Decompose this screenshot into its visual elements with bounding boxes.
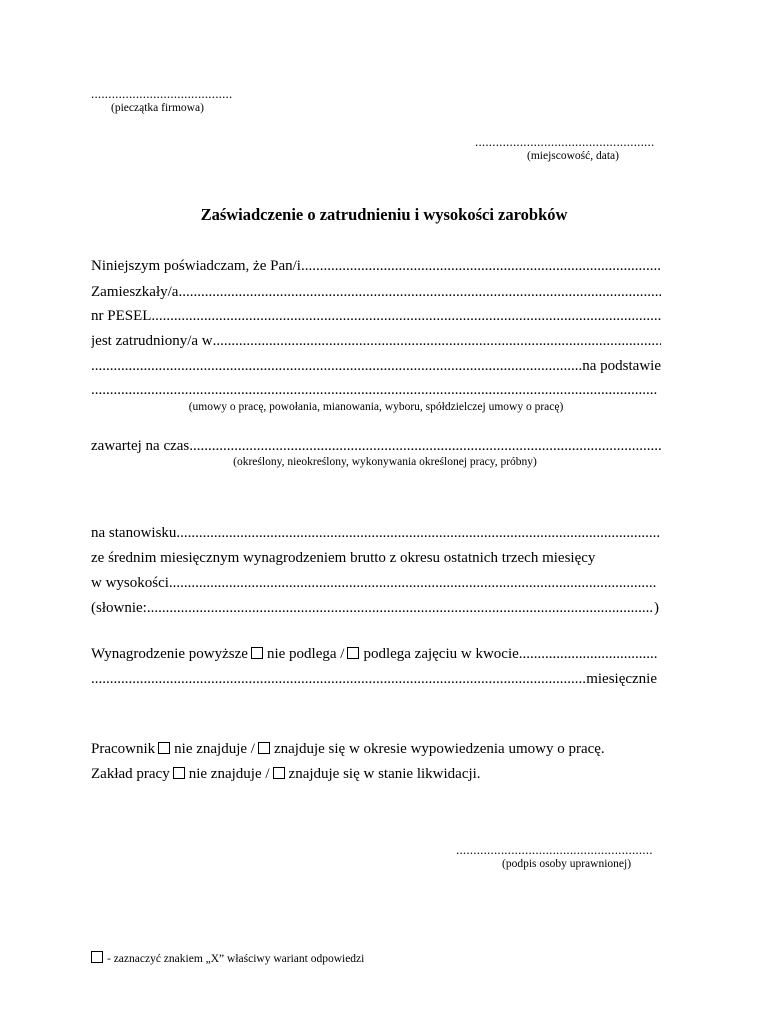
field-certify-label: Niniejszym poświadczam, że Pan/i <box>91 258 301 274</box>
dotted-line <box>519 645 657 663</box>
field-amount <box>91 574 657 592</box>
salary-intro: ze średnim miesięcznym wynagrodzeniem brutto z okresu ostatnich trzech miesięcy <box>91 550 596 566</box>
checkbox-company-liquidation[interactable] <box>273 767 285 779</box>
basis-caption: (umowy o pracę, powołania, mianowania, wyboru, spółdzielczej umowy o pracę) <box>188 401 564 413</box>
company-option-liquidation: znajduje się w stanie likwidacji. <box>288 766 481 782</box>
field-position <box>91 524 661 542</box>
in-words-close: ) <box>654 600 659 616</box>
field-basis-label: na podstawie <box>582 358 661 374</box>
employee-option-not: nie znajduje / <box>174 741 255 757</box>
place-date-label: (miejscowość, data) <box>527 150 619 162</box>
garnishment-option-subject: podlega zajęciu w kwocie <box>363 646 519 662</box>
employee-status-label: Pracownik <box>91 741 156 757</box>
field-basis <box>91 357 661 375</box>
company-status-row <box>91 765 691 783</box>
garnishment-option-not-subject: nie podlega / <box>266 646 345 662</box>
garnishment-row <box>91 645 657 663</box>
field-amount-label: w wysokości <box>91 575 169 591</box>
checkbox-company-not[interactable] <box>173 767 185 779</box>
field-period <box>91 437 661 455</box>
signature-line: ......................................................... <box>456 842 653 857</box>
field-period-label: zawartej na czas <box>91 438 190 454</box>
field-resident <box>91 283 661 301</box>
dotted-line <box>213 332 661 350</box>
dotted-line <box>91 357 582 375</box>
dotted-line <box>91 670 586 688</box>
footnote-text: - zaznaczyć znakiem „X” właściwy wariant odpowiedzi <box>107 953 365 965</box>
garnishment-label: Wynagrodzenie powyższe <box>91 646 248 662</box>
employee-status-row <box>91 740 691 758</box>
company-option-not: nie znajduje / <box>188 766 270 782</box>
field-position-label: na stanowisku <box>91 525 177 541</box>
checkbox-subject[interactable] <box>347 647 359 659</box>
field-basis-value <box>91 381 657 399</box>
field-in-words-label: (słownie: <box>91 600 147 616</box>
checkbox-legend-icon <box>91 951 103 963</box>
field-pesel <box>91 307 661 325</box>
dotted-line <box>178 283 661 301</box>
period-caption: (określony, nieokreślony, wykonywania określonej pracy, próbny) <box>233 456 537 468</box>
company-stamp-line: ......................................... <box>91 86 233 101</box>
garnishment-monthly-row <box>91 670 657 688</box>
dotted-line <box>91 381 657 399</box>
dotted-line <box>189 437 661 455</box>
field-employed-label: jest zatrudniony/a w <box>91 333 213 349</box>
checkbox-employee-not[interactable] <box>158 742 170 754</box>
company-stamp-label: (pieczątka firmowa) <box>111 102 204 114</box>
signature-label: (podpis osoby uprawnionej) <box>502 858 632 870</box>
field-certify <box>91 257 661 275</box>
field-employed <box>91 332 661 350</box>
field-pesel-label: nr PESEL <box>91 308 152 324</box>
employee-option-notice: znajduje się w okresie wypowiedzenia umowy o pracę. <box>273 741 605 757</box>
company-status-label: Zakład pracy <box>91 766 170 782</box>
garnishment-monthly-label: miesięcznie <box>586 671 657 687</box>
place-date-line: .................................................... <box>475 134 655 149</box>
field-in-words <box>91 599 659 617</box>
footnote <box>91 951 364 965</box>
dotted-line <box>301 257 661 275</box>
checkbox-not-subject[interactable] <box>251 647 263 659</box>
checkbox-employee-notice[interactable] <box>258 742 270 754</box>
dotted-line <box>151 307 661 325</box>
field-resident-label: Zamieszkały/a <box>91 284 179 300</box>
dotted-line <box>147 599 654 617</box>
document-title: Zaświadczenie o zatrudnieniu i wysokości zarobków <box>200 205 568 224</box>
dotted-line <box>176 524 661 542</box>
dotted-line <box>169 574 657 592</box>
